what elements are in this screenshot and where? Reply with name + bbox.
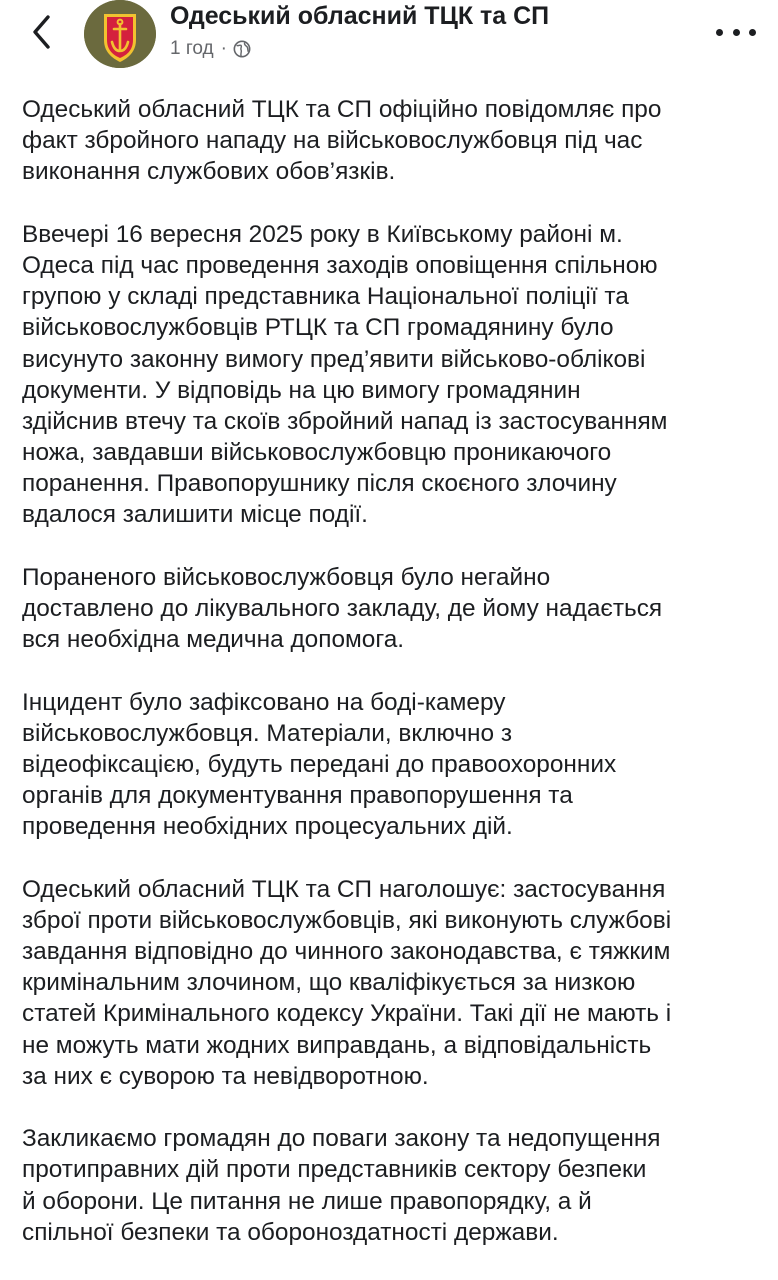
coat-of-arms-icon [84, 0, 156, 68]
post-text-line: Інцидент було зафіксовано на боді-камеру [22, 688, 506, 716]
globe-icon [233, 40, 251, 58]
post-text-line: факт збройного нападу на військовослужбовця під час [22, 127, 643, 155]
post-text-line: висунуто законну вимогу пред’явити військово-облікові [22, 345, 646, 373]
post-text-line: спільної безпеки та обороноздатності держави. [22, 1218, 559, 1246]
post-paragraph [22, 874, 770, 1092]
post-text-line: військовослужбовця. Матеріали, включно з [22, 719, 513, 747]
post-text-line: ножа, завдавши військовослужбовцю проникаючого [22, 439, 612, 467]
paragraph-gap [22, 188, 770, 219]
post-text-line: протиправних дій проти представників сектору безпеки [22, 1156, 647, 1184]
page-avatar[interactable] [84, 0, 156, 68]
post-text-line: й оборони. Це питання не лише правопорядку, а й [22, 1187, 592, 1215]
post-text-line: зброї проти військовослужбовців, які виконують службові [22, 906, 672, 934]
post-body [22, 94, 770, 1248]
post-paragraph [22, 94, 770, 188]
post-paragraph [22, 562, 770, 656]
post-text-line: за них є суворою та невідворотною. [22, 1062, 429, 1090]
post-text-line: проведення необхідних процесуальних дій. [22, 813, 513, 841]
post-meta [170, 38, 251, 60]
meta-separator: · [220, 38, 227, 59]
post-text-line: документи. У відповідь на цю вимогу громадянин [22, 376, 581, 404]
more-dot [716, 29, 723, 36]
paragraph-gap [22, 843, 770, 874]
more-options-button[interactable] [716, 20, 756, 44]
post-text-line: військовослужбовців РТЦК та СП громадянину було [22, 314, 614, 342]
post-paragraph [22, 1123, 770, 1248]
more-dot [749, 29, 756, 36]
post-text-line: Одеський обласний ТЦК та СП наголошує: застосування [22, 875, 666, 903]
paragraph-gap [22, 531, 770, 562]
post-text-line: Закликаємо громадян до поваги закону та недопущення [22, 1125, 661, 1153]
post-text-line: Ввечері 16 вересня 2025 року в Київському районі м. [22, 220, 623, 248]
post-text-line: вся необхідна медична допомога. [22, 626, 405, 654]
post-text-line: статей Кримінального кодексу України. Такі дії не мають і [22, 1000, 672, 1028]
post-text-line: завдання відповідно до чинного законодавства, є тяжким [22, 938, 671, 966]
post-text-line: Одеса під час проведення заходів оповіщення спільною [22, 251, 658, 279]
post-text-line: доставлено до лікувального закладу, де йому надається [22, 595, 663, 622]
more-dot [733, 29, 740, 36]
post-header [0, 0, 778, 80]
post-text-line: поранення. Правопорушнику після скоєного злочину [22, 470, 617, 498]
chevron-left-icon [31, 14, 53, 50]
post-text-line: кримінальним злочином, що кваліфікується за низкою [22, 969, 636, 997]
post-text-line: вдалося залишити місце події. [22, 501, 368, 529]
page-name[interactable]: Одеський обласний ТЦК та СП [170, 2, 550, 30]
post-text-line: виконання службових обов’язків. [22, 158, 396, 186]
post-text-line: Одеський обласний ТЦК та СП офіційно повідомляє про [22, 96, 662, 123]
post-text-line: органів для документування правопорушення та [22, 782, 573, 810]
back-button[interactable] [22, 10, 62, 54]
post-paragraph [22, 219, 770, 531]
paragraph-gap [22, 655, 770, 686]
post-text-line: Пораненого військовослужбовця було негайно [22, 563, 551, 591]
post-time[interactable]: 1 год [170, 38, 214, 59]
paragraph-gap [22, 1092, 770, 1123]
post-paragraph [22, 687, 770, 843]
post-text-line: групою у складі представника Національної поліції та [22, 283, 629, 311]
post-text-line: не можуть мати жодних виправдань, а відповідальність [22, 1031, 652, 1059]
post-text-line: здійснив втечу та скоїв збройний напад із застосуванням [22, 407, 668, 435]
post-text-line: відеофіксацією, будуть передані до правоохоронних [22, 750, 617, 778]
